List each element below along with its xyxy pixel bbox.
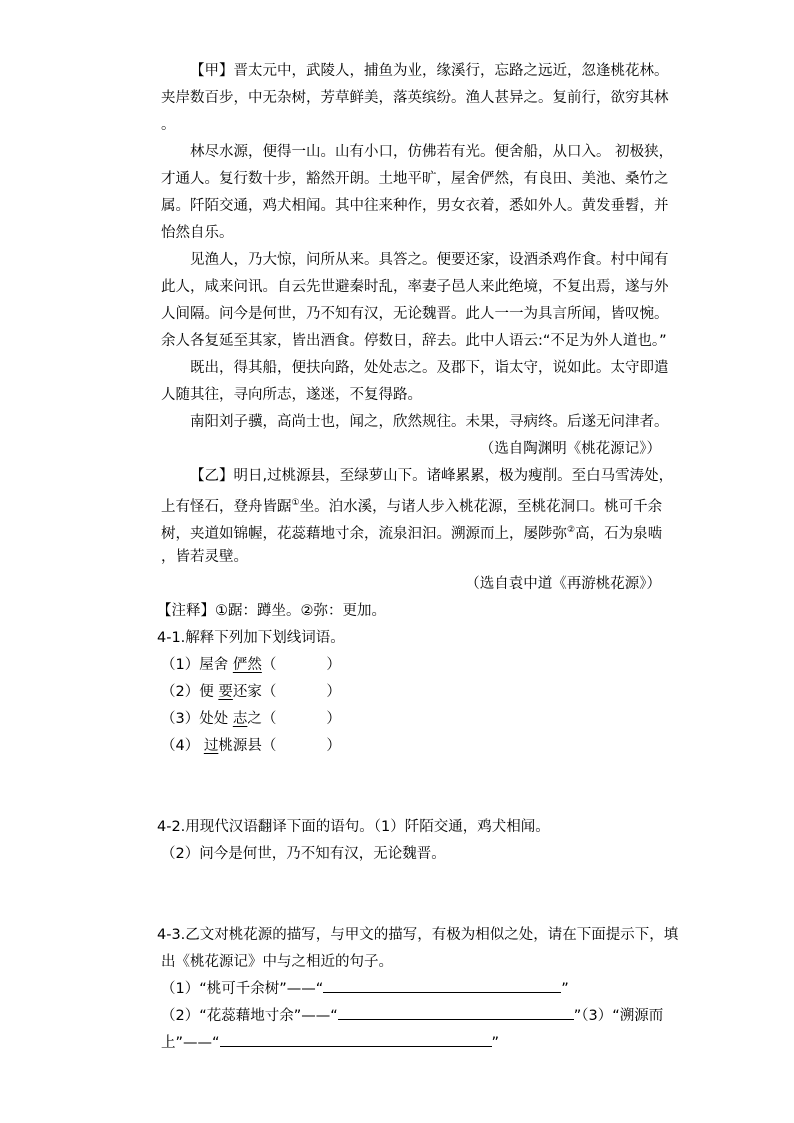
question-4-3-line: 4-3.乙文对桃花源的描写，与甲文的描写，有极为相似之处，请在下面提示下，填 <box>157 927 679 943</box>
underlined-word: 过 <box>203 738 219 754</box>
item-number: （4） <box>161 738 204 754</box>
document-body <box>157 58 679 1057</box>
passage-jia-line: 【甲】晋太元中，武陵人，捕鱼为业，缘溪行，忘路之远近，忽逢桃花林。 <box>190 63 669 79</box>
question-4-3-item <box>161 976 661 1003</box>
fill-in-blank[interactable] <box>220 1032 492 1047</box>
question-4-2-line: 4-2.用现代汉语翻译下面的语句。（1）阡陌交通，鸡犬相闻。 <box>157 819 550 835</box>
passage-yi-line <box>161 517 661 544</box>
spacer <box>161 760 661 814</box>
spacer <box>161 868 661 922</box>
passage-yi-source: （选自袁中道《再游桃花源》） <box>465 576 661 592</box>
passage-yi-text: 高，石为泉啮 <box>575 525 663 542</box>
item-suffix: 还家（ <box>232 684 277 700</box>
item-close: ） <box>326 738 341 754</box>
item-suffix: （ <box>261 657 277 673</box>
item-prompt: 上”——“ <box>161 1035 220 1051</box>
passage-jia-line: 人随其往，寻向所志，遂迷，不复得路。 <box>161 387 422 403</box>
passage-yi-text: 树，夹道如锦幄，花蕊藉地寸余，流泉汩汩。溯源而上，屡陟弥 <box>161 525 567 542</box>
fill-in-blank[interactable] <box>323 978 561 993</box>
passage-jia-line: 见渔人，乃大惊，问所从来。具答之。便要还家，设酒杀鸡作食。村中闻有 <box>190 252 669 268</box>
passage-jia-line: 才通人。复行数十步，豁然开朗。土地平旷，屋舍俨然，有良田、美池、桑竹之 <box>161 171 669 187</box>
footnote-marker: ① <box>291 498 300 508</box>
question-4-3-line: 出《桃花源记》中与之相近的句子。 <box>161 954 393 970</box>
item-suffix: 桃源县（ <box>218 738 277 754</box>
question-4-1-item <box>161 652 661 679</box>
item-close: ） <box>326 684 341 700</box>
question-4-2-line: （2）问今是何世，乃不知有汉，无论魏晋。 <box>161 846 446 862</box>
question-4-1-item <box>161 706 661 733</box>
item-close: ） <box>326 657 341 673</box>
item-prompt: （2）“花蕊藉地寸余”——“ <box>161 1008 338 1024</box>
passage-yi-line <box>161 490 661 517</box>
question-4-1-title: 4-1.解释下列加下划线词语。 <box>157 630 345 646</box>
underlined-word: 志 <box>232 711 248 727</box>
passage-yi-text: 上有怪石，登舟皆踞 <box>161 498 292 515</box>
item-prefix: 便 <box>199 684 219 700</box>
passage-yi-line: 【乙】明日,过桃源县，至绿萝山下。诸峰累累，极为瘦削。至白马雪涛处， <box>190 468 674 484</box>
fill-in-blank[interactable] <box>338 1005 574 1020</box>
item-number: （1） <box>161 657 200 673</box>
footnote-marker: ② <box>567 525 576 535</box>
item-close: ） <box>326 711 341 727</box>
item-prompt: （1）“桃可千余树”——“ <box>161 981 324 997</box>
item-close: ”（3）“溯源而 <box>573 1008 664 1024</box>
passage-yi-line: ，皆若灵壁。 <box>161 549 248 565</box>
underlined-word: 要 <box>218 684 233 700</box>
question-4-3-item <box>161 1003 664 1030</box>
passage-jia-source: （选自陶渊明《桃花源记》） <box>479 441 661 457</box>
passage-jia-line: 南阳刘子骥，高尚士也，闻之，欣然规往。未果，寻病终。后遂无问津者。 <box>190 414 669 430</box>
item-prefix: 处处 <box>199 711 233 727</box>
passage-jia-line: 人间隔。问今是何世，乃不知有汉，无论魏晋。此人一一为具言所闻，皆叹惋。 <box>161 306 669 322</box>
passage-jia-line: 。 <box>161 117 176 133</box>
annotation-notes: 【注释】①踞：蹲坐。②弥：更加。 <box>157 603 386 619</box>
item-suffix: 之（ <box>247 711 277 727</box>
passage-jia-line: 既出，得其船，便扶向路，处处志之。及郡下，诣太守，说如此。太守即遣 <box>190 360 669 376</box>
passage-jia-line: 林尽水源，便得一山。山有小口，仿佛若有光。便舍船，从口入。 初极狭， <box>190 144 674 160</box>
item-close: ” <box>561 981 569 997</box>
underlined-word: 俨然 <box>232 657 262 673</box>
question-4-1-item <box>161 679 661 706</box>
question-4-3-item <box>161 1030 661 1057</box>
passage-jia-line: 夹岸数百步，中无杂树，芳草鲜美，落英缤纷。渔人甚异之。复前行，欲穷其林 <box>161 90 669 106</box>
passage-jia-line: 属。阡陌交通，鸡犬相闻。其中往来种作，男女衣着，悉如外人。黄发垂髫，并 <box>161 198 669 214</box>
question-4-1-item <box>161 733 661 760</box>
item-prefix: 屋舍 <box>199 657 233 673</box>
item-number: （3） <box>161 711 200 727</box>
passage-jia-line: 怡然自乐。 <box>161 225 234 241</box>
item-number: （2） <box>161 684 200 700</box>
passage-jia-line: 此人，咸来问讯。自云先世避秦时乱，率妻子邑人来此绝境，不复出焉，遂与外 <box>161 279 669 295</box>
item-close: ” <box>491 1035 500 1051</box>
passage-yi-text: 坐。泊水溪，与诸人步入桃花源，至桃花洞口。桃可千余 <box>299 498 663 515</box>
passage-jia-line: 余人各复延至其家，皆出酒食。停数日，辞去。此中人语云:“不足为外人道也。” <box>161 333 667 349</box>
